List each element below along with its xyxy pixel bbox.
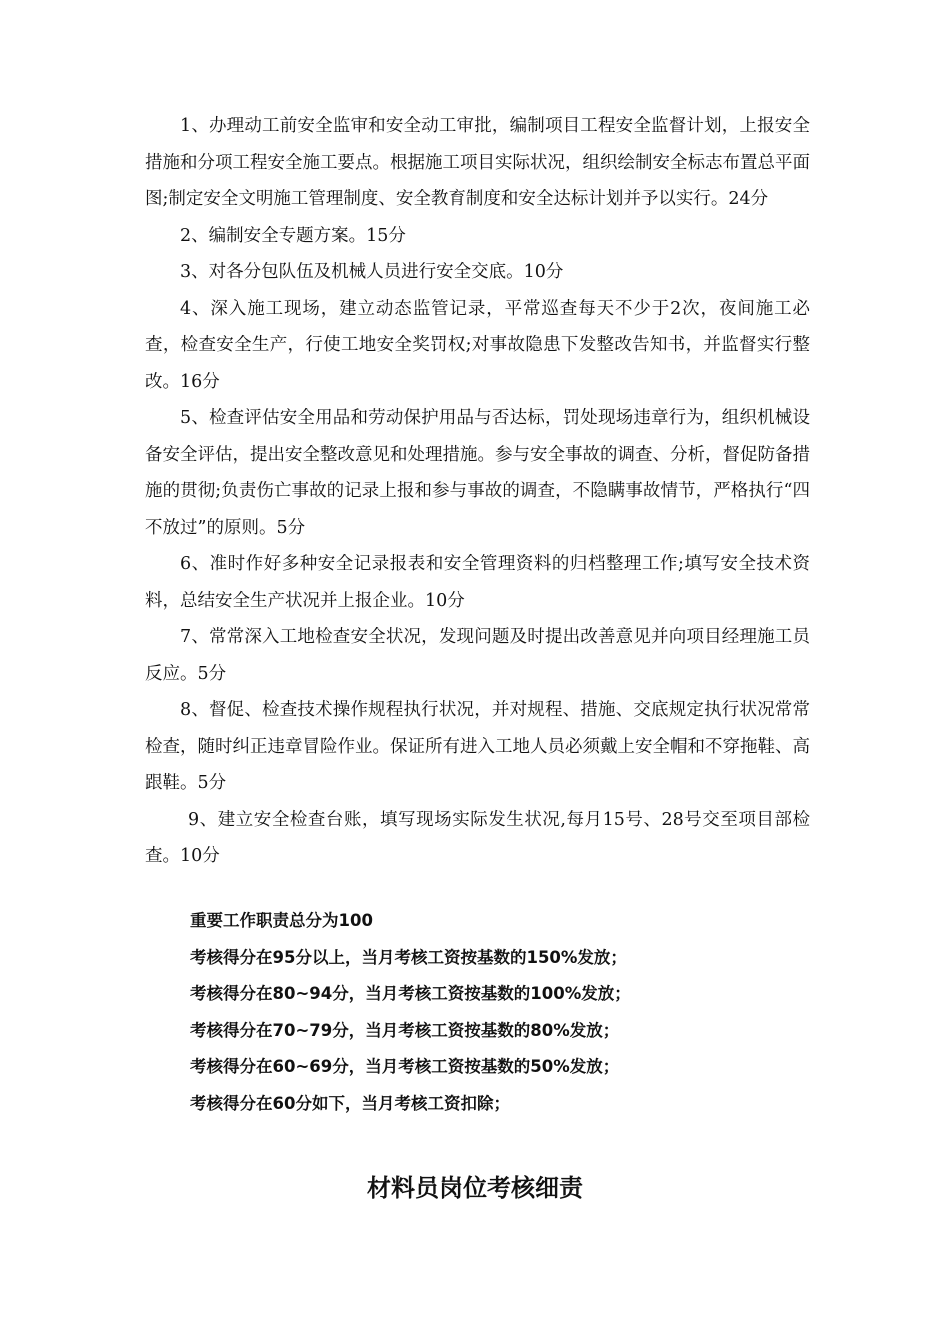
- duty-item-3: 3、对各分包队伍及机械人员进行安全交底。10分: [180, 262, 564, 282]
- duty-item-6: 6、准时作好多种安全记录报表和安全管理资料的归档整理工作;填写安全技术资料，总结安全生产状况并上报企业。10分: [145, 554, 810, 611]
- score-rule-70-79: 考核得分在70~79分，当月考核工资按基数的80%发放；: [190, 1020, 620, 1040]
- duty-item-1: 1、办理动工前安全监审和安全动工审批，编制项目工程安全监督计划，上报安全措施和分项工程安全施工要点。根据施工项目实际状况，组织绘制安全标志布置总平面图;制定安全文明施工管理制度、安全教育制度和安全达标计划并予以实行。24分: [145, 116, 810, 209]
- score-rule-95-plus: 考核得分在95分以上，当月考核工资按基数的150%发放；: [190, 947, 627, 967]
- duty-item-7: 7、常常深入工地检查安全状况，发现问题及时提出改善意见并向项目经理施工员反应。5分: [145, 627, 810, 684]
- score-rule-80-94: 考核得分在80~94分，当月考核工资按基数的100%发放；: [190, 984, 631, 1003]
- score-rule-60-69: 考核得分在60~69分，当月考核工资按基数的50%发放；: [190, 1057, 620, 1076]
- duty-item-9: 9、建立安全检查台账，填写现场实际发生状况,每月15号、28号交至项目部检查。10分: [145, 809, 810, 866]
- duty-list: [145, 108, 810, 875]
- duty-item-5: 5、检查评估安全用品和劳动保护用品与否达标，罚处现场违章行为，组织机械设备安全评估，提出安全整改意见和处理措施。参与安全事故的调查、分析，督促防备措施的贯彻;负责伤亡事故的记录上报和参与事故的调查，不隐瞒事故情节，严格执行“四不放过”的原则。5分: [145, 408, 810, 538]
- duty-item-4: 4、深入施工现场，建立动态监管记录，平常巡查每天不少于2次，夜间施工必查，检查安全生产，行使工地安全奖罚权;对事故隐患下发整改告知书，并监督实行整改。16分: [145, 298, 810, 392]
- duty-item-8: 8、督促、检查技术操作规程执行状况，并对规程、措施、交底规定执行状况常常检查，随时纠正违章冒险作业。保证所有进入工地人员必须戴上安全帽和不穿拖鞋、高跟鞋。5分: [145, 700, 810, 793]
- score-rule-below-60: 考核得分在60分如下，当月考核工资扣除；: [190, 1093, 510, 1113]
- duty-item-2: 2、编制安全专题方案。15分: [180, 225, 406, 246]
- score-rules: [190, 903, 810, 1122]
- score-total: 重要工作职责总分为100: [190, 911, 373, 930]
- section-title: 材料员岗位考核细责: [367, 1174, 583, 1202]
